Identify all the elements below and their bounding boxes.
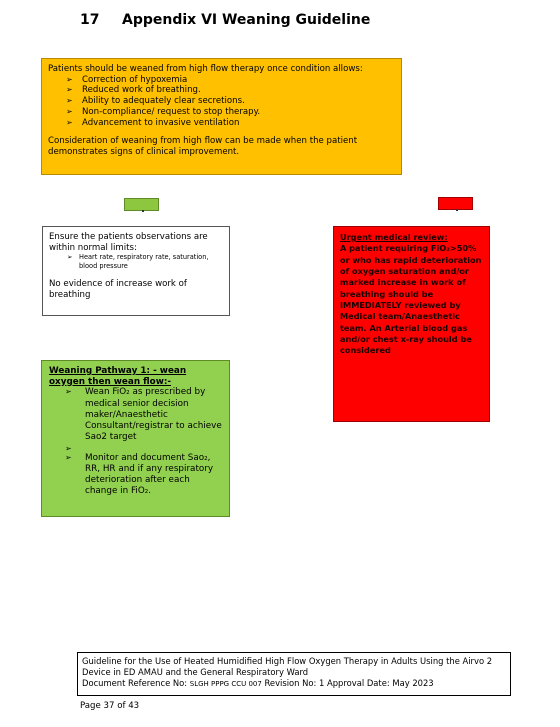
observations-item: ➢ Heart rate, respiratory rate, saturation, blood pressure (49, 253, 223, 271)
section-heading (80, 12, 370, 28)
green-flow-connector (124, 198, 159, 211)
criteria-lead: Patients should be weaned from high flow therapy once condition allows: (48, 64, 363, 74)
criteria-item: ➢ Non-compliance/ request to stop therapy. (48, 107, 395, 118)
pathway-title: Weaning Pathway 1: - wean oxygen then wean flow:- (49, 366, 187, 387)
criteria-item: ➢ Ability to adequately clear secretions. (48, 96, 395, 107)
red-flow-connector (438, 197, 473, 210)
footer-doc-reference (82, 678, 506, 689)
criteria-item: ➢ Reduced work of breathing. (48, 85, 395, 96)
page-number: Page 37 of 43 (80, 701, 140, 711)
observations-box (42, 226, 230, 316)
doc-ref-value: SLGH PPPG CCU 007 (189, 679, 262, 688)
weaning-pathway-box (41, 360, 230, 517)
section-title: Appendix VI Weaning Guideline (122, 12, 371, 28)
criteria-item: ➢ Advancement to invasive ventilation (48, 118, 395, 129)
criteria-list (48, 75, 395, 129)
section-number: 17 (80, 12, 100, 28)
observations-lead: Ensure the patients observations are within normal limits: (49, 232, 208, 253)
urgent-title: Urgent medical review: (340, 232, 448, 242)
footer-guideline-title: Guideline for the Use of Heated Humidified High Flow Oxygen Therapy in Adults Using the Airvo 2 Device in ED AMAU and the General Respiratory Ward (82, 656, 493, 677)
urgent-review-box (333, 226, 490, 422)
urgent-body: A patient requiring FiO₂>50% or who has rapid deterioration of oxygen saturation and/or marked increase in work of breathing should be IMMEDIATELY reviewed by Medical team/Anaesthetic team. An Arterial blood gas and/or chest x-ray should be considered (340, 243, 482, 356)
observations-list (49, 253, 223, 271)
pathway-item: ➢ Wean FiO₂ as prescribed by medical senior decision maker/Anaesthetic Consultant/registrar to achieve Sao2 target (49, 387, 222, 443)
pathway-list (49, 387, 222, 497)
weaning-criteria-box (41, 58, 402, 175)
criteria-item: ➢ Correction of hypoxemia (48, 75, 395, 86)
document-footer (77, 652, 511, 696)
doc-revision: Revision No: 1 Approval Date: May 2023 (261, 677, 434, 688)
pathway-item: ➢ Monitor and document Sao₂, RR, HR and if any respiratory deterioration after each change in FiO₂. (49, 453, 222, 498)
observations-note: No evidence of increase work of breathing (49, 279, 187, 300)
doc-ref-label: Document Reference No: (82, 677, 190, 688)
criteria-closing: Consideration of weaning from high flow can be made when the patient demonstrates signs of clinical improvement. (48, 136, 358, 158)
